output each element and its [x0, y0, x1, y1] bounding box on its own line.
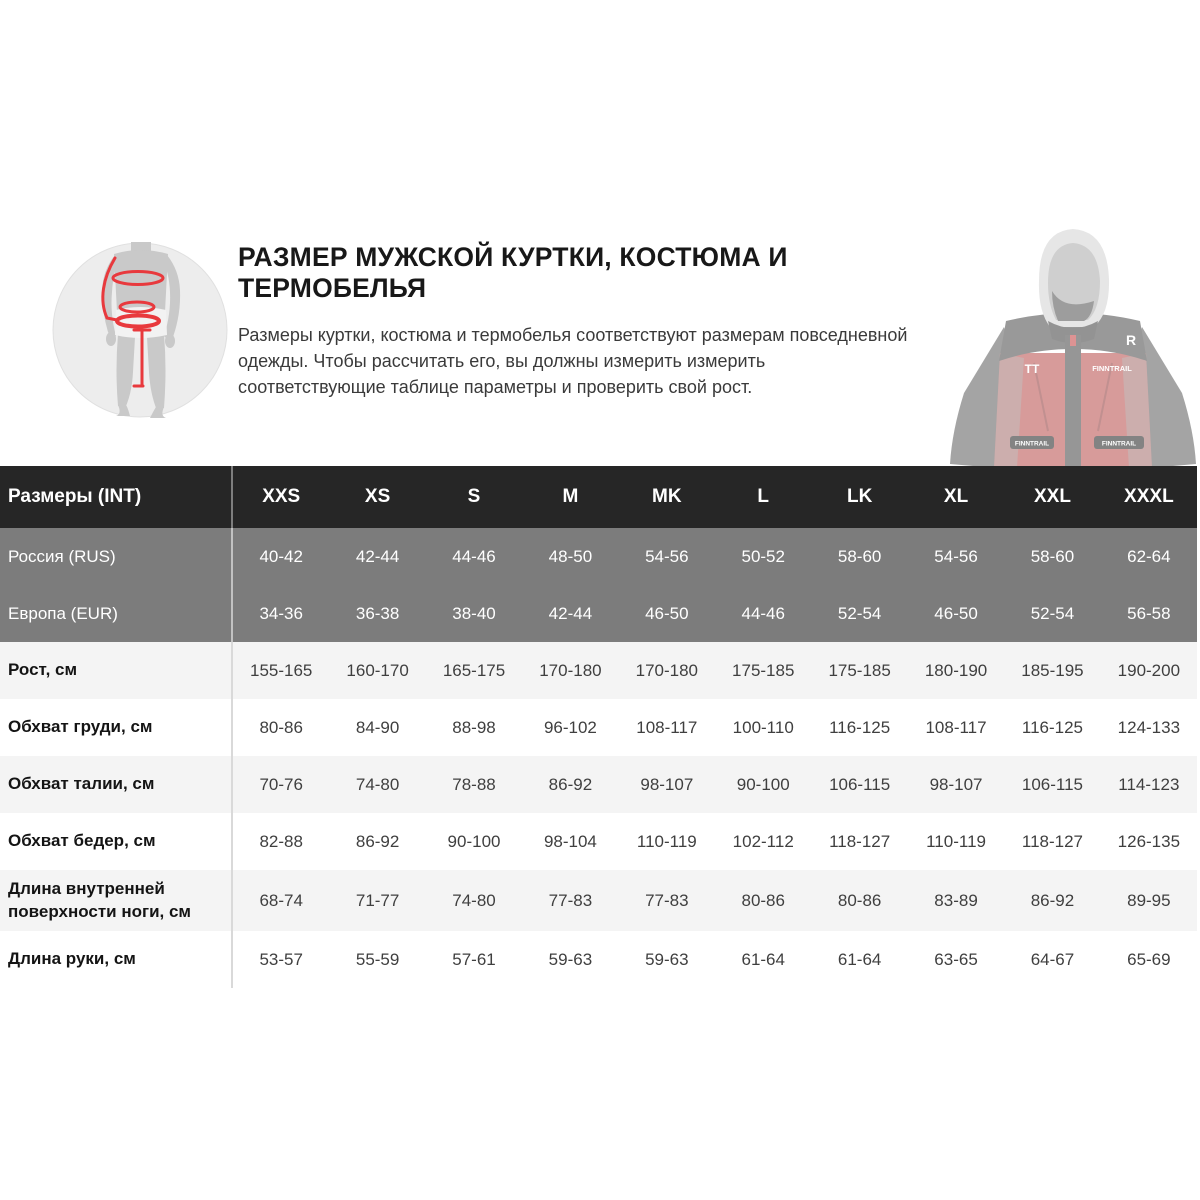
size-value-cell: 84-90: [355, 717, 400, 737]
size-value-cell: 82-88: [259, 831, 303, 851]
region-size-rows: [0, 528, 1197, 642]
jacket-tt-logo: TT: [1024, 362, 1040, 376]
size-value-cell: 116-125: [829, 717, 891, 737]
body-measurement-icon: [52, 242, 228, 418]
size-value-cell: 52-54: [837, 603, 882, 623]
size-value-cell: 54-56: [645, 546, 689, 566]
row-label: Обхват груди, см: [0, 699, 233, 756]
page-description: Размеры куртки, костюма и термобелья соответствуют размерам повседневной одежды. Чтобы рассчитать его, вы должны измерить измерить соответствующие таблице параметры и проверить свой рост.: [238, 325, 908, 397]
row-label: Обхват бедер, см: [0, 813, 233, 870]
size-value-cell: 42-44: [548, 603, 593, 623]
size-value-cell: 70-76: [259, 774, 303, 794]
size-value-cell: 58-60: [1030, 546, 1075, 566]
size-value-cell: 46-50: [934, 603, 978, 623]
size-value-cell: 77-83: [548, 890, 593, 910]
size-value-cell: 89-95: [1127, 890, 1171, 910]
size-value-cell: 54-56: [934, 546, 978, 566]
table-row: [0, 528, 1197, 585]
size-value-cell: 74-80: [355, 774, 400, 794]
table-row: [0, 642, 1197, 699]
size-value-cell: 170-180: [635, 660, 699, 680]
row-label: Длина руки, см: [0, 931, 233, 988]
row-label: Рост, см: [0, 642, 233, 699]
size-value-cell: 175-185: [828, 660, 891, 680]
size-value-cell: 62-64: [1127, 546, 1171, 566]
measurement-rows: [0, 642, 1197, 988]
jacket-photo: [944, 221, 1200, 468]
jacket-brand-text: FINNTRAIL: [1092, 364, 1132, 373]
size-value-cell: 106-115: [1021, 774, 1084, 794]
row-label: Длина внутренней поверхности ноги, см: [0, 870, 233, 931]
size-value-cell: 78-88: [452, 774, 496, 794]
jacket-strap-right-text: FINNTRAIL: [1101, 440, 1137, 448]
size-value-cell: 180-190: [924, 660, 988, 680]
size-value-cell: 98-107: [929, 774, 983, 794]
size-value-cell: 175-185: [732, 660, 795, 680]
size-value-cell: 52-54: [1030, 603, 1075, 623]
size-column-header: XS: [364, 486, 391, 507]
size-value-cell: 118-127: [1021, 831, 1084, 851]
size-column-header: XXXL: [1124, 486, 1174, 507]
table-row: [0, 870, 1197, 931]
size-value-cell: 90-100: [736, 774, 790, 794]
table-header-label: Размеры (INT): [0, 466, 233, 528]
size-value-cell: 63-65: [934, 949, 978, 969]
size-value-cell: 40-42: [259, 546, 303, 566]
row-label: Европа (EUR): [0, 585, 233, 642]
size-value-cell: 160-170: [346, 660, 409, 680]
size-value-cell: 48-50: [548, 546, 593, 566]
size-column-header: M: [562, 486, 579, 507]
size-value-cell: 90-100: [447, 831, 501, 851]
size-column-header: XL: [943, 486, 969, 507]
table-row: [0, 931, 1197, 988]
size-value-cell: 98-104: [543, 831, 597, 851]
size-value-cell: 57-61: [452, 949, 496, 969]
size-column-header: S: [467, 486, 481, 507]
size-value-cell: 65-69: [1127, 949, 1171, 969]
size-value-cell: 190-200: [1117, 660, 1181, 680]
size-value-cell: 58-60: [837, 546, 882, 566]
size-value-cell: 126-135: [1117, 831, 1181, 851]
size-value-cell: 50-52: [741, 546, 785, 566]
size-value-cell: 86-92: [548, 774, 593, 794]
size-value-cell: 98-107: [640, 774, 694, 794]
size-value-cell: 96-102: [543, 717, 597, 737]
size-value-cell: 110-119: [926, 831, 986, 851]
size-value-cell: 86-92: [1030, 890, 1075, 910]
size-value-cell: 80-86: [259, 717, 303, 737]
size-value-cell: 68-74: [259, 890, 303, 910]
size-value-cell: 44-46: [741, 603, 785, 623]
size-value-cell: 36-38: [355, 603, 400, 623]
size-value-cell: 38-40: [452, 603, 496, 623]
size-value-cell: 100-110: [732, 717, 794, 737]
size-value-cell: 74-80: [452, 890, 496, 910]
size-value-cell: 80-86: [837, 890, 882, 910]
size-value-cell: 56-58: [1127, 603, 1171, 623]
size-value-cell: 185-195: [1021, 660, 1084, 680]
size-value-cell: 83-89: [934, 890, 978, 910]
size-value-cell: 118-127: [829, 831, 891, 851]
jacket-zipper: [1065, 335, 1081, 468]
size-value-cell: 59-63: [645, 949, 689, 969]
jacket-r-logo: R: [1125, 332, 1137, 348]
size-value-cell: 61-64: [837, 949, 882, 969]
size-column-header: XXS: [262, 486, 301, 507]
row-label: Обхват талии, см: [0, 756, 233, 813]
size-value-cell: 46-50: [645, 603, 689, 623]
size-value-cell: 61-64: [741, 949, 785, 969]
size-value-cell: 110-119: [636, 831, 697, 851]
size-value-cell: 44-46: [452, 546, 496, 566]
hero-text-block: [238, 242, 918, 400]
size-value-cell: 108-117: [925, 717, 987, 737]
size-value-cell: 165-175: [442, 660, 506, 680]
size-value-cell: 64-67: [1030, 949, 1075, 969]
table-header-row: [0, 466, 1197, 528]
size-value-cell: 155-165: [250, 660, 313, 680]
page-title-line1: РАЗМЕР МУЖСКОЙ КУРТКИ, КОСТЮМА И: [238, 242, 788, 272]
size-value-cell: 42-44: [355, 546, 400, 566]
size-value-cell: 34-36: [259, 603, 303, 623]
row-label: Россия (RUS): [0, 528, 233, 585]
size-value-cell: 88-98: [452, 717, 496, 737]
size-value-cell: 86-92: [355, 831, 400, 851]
size-value-cell: 71-77: [355, 890, 400, 910]
jacket-strap-left-text: FINNTRAIL: [1014, 440, 1050, 448]
size-column-header: MK: [652, 486, 682, 507]
table-row: [0, 699, 1197, 756]
size-value-cell: 102-112: [732, 831, 794, 851]
size-value-cell: 106-115: [829, 774, 891, 794]
size-value-cell: 114-123: [1118, 774, 1180, 794]
table-row: [0, 756, 1197, 813]
size-value-cell: 170-180: [539, 660, 602, 680]
table-row: [0, 813, 1197, 870]
page-title: [238, 242, 918, 304]
size-value-cell: 77-83: [645, 890, 689, 910]
size-value-cell: 80-86: [741, 890, 785, 910]
size-column-header: XXL: [1033, 486, 1071, 507]
size-value-cell: 59-63: [548, 949, 593, 969]
size-value-cell: 53-57: [259, 949, 303, 969]
size-value-cell: 55-59: [355, 949, 400, 969]
page-title-line2: ТЕРМОБЕЛЬЯ: [238, 273, 427, 303]
size-value-cell: 108-117: [636, 717, 698, 737]
size-column-header: LK: [846, 486, 873, 507]
size-value-cell: 124-133: [1117, 717, 1181, 737]
size-column-header: L: [757, 486, 770, 507]
table-row: [0, 585, 1197, 642]
size-value-cell: 116-125: [1021, 717, 1084, 737]
size-table: [0, 466, 1197, 988]
